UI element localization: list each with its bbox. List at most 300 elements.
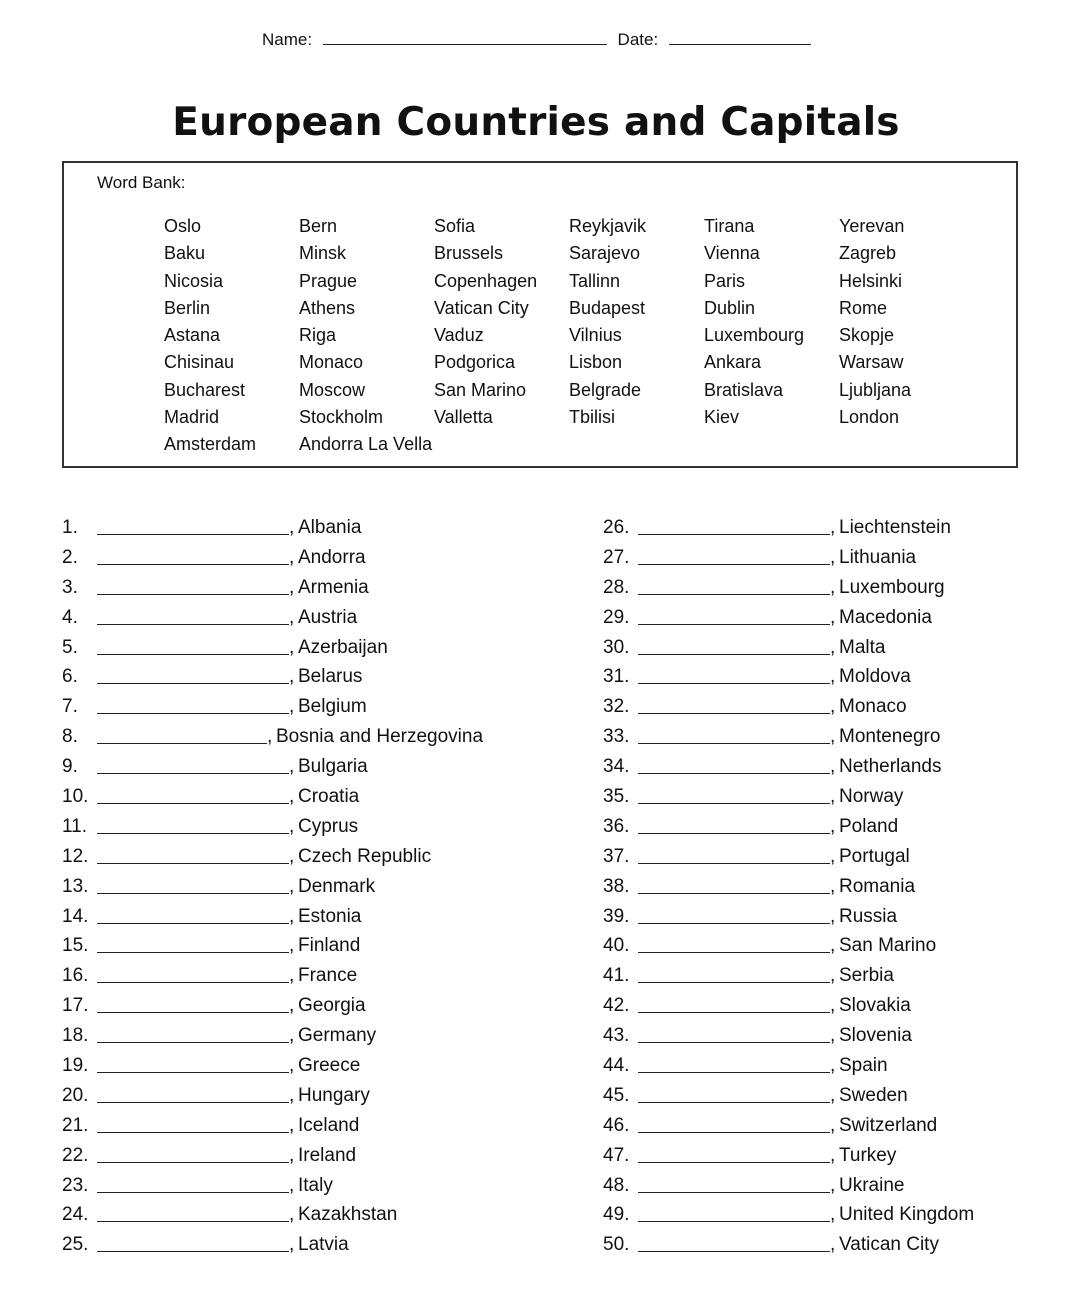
answer-blank[interactable] (97, 923, 289, 924)
word-bank-word: Berlin (164, 297, 211, 318)
word-bank-word: Tirana (704, 216, 755, 236)
word-bank-word: San Marino (434, 379, 527, 400)
answer-blank[interactable] (638, 833, 830, 834)
answer-blank[interactable] (638, 534, 830, 535)
word-bank-word: Bern (299, 216, 338, 236)
comma-separator: , (830, 606, 836, 628)
comma-separator: , (830, 965, 836, 987)
word-bank-word: Luxembourg (704, 325, 805, 346)
country-name: Poland (839, 815, 899, 837)
comma-separator: , (289, 1234, 295, 1256)
word-bank-word: Copenhagen (434, 270, 538, 291)
word-bank-word: Nicosia (164, 270, 224, 291)
word-bank-column (569, 213, 709, 431)
word-bank-word: Minsk (299, 243, 347, 264)
word-bank-word: Yerevan (839, 216, 905, 236)
answer-blank[interactable] (638, 594, 830, 595)
answer-blank[interactable] (638, 624, 830, 625)
answer-blank[interactable] (97, 893, 289, 894)
country-name: Azerbaijan (298, 636, 388, 658)
question-number: 22. (62, 1144, 89, 1166)
question-row (62, 633, 532, 663)
question-number: 37. (603, 845, 630, 867)
question-row (62, 1230, 532, 1260)
question-row (603, 961, 1023, 991)
country-name: Macedonia (839, 606, 932, 628)
question-number: 19. (62, 1055, 89, 1077)
word-bank-column (434, 213, 574, 431)
word-bank-word: Sofia (434, 216, 476, 236)
question-number: 30. (603, 636, 630, 658)
question-row (62, 1200, 532, 1230)
country-name: Romania (839, 875, 916, 897)
question-row (603, 1051, 1023, 1081)
question-number: 33. (603, 726, 630, 748)
word-bank-word: Sarajevo (569, 243, 641, 264)
country-name: Slovenia (839, 1025, 912, 1047)
comma-separator: , (830, 1084, 836, 1106)
country-name: Andorra (298, 546, 366, 568)
word-bank-word: Baku (164, 243, 206, 264)
comma-separator: , (830, 1174, 836, 1196)
comma-separator: , (830, 1234, 836, 1256)
word-bank-word: Paris (704, 270, 746, 291)
comma-separator: , (289, 905, 295, 927)
answer-blank[interactable] (638, 1221, 830, 1222)
word-bank-word: Skopje (839, 325, 895, 346)
question-row (62, 573, 532, 603)
answer-blank[interactable] (638, 952, 830, 953)
comma-separator: , (830, 1144, 836, 1166)
country-name: Turkey (839, 1144, 897, 1166)
question-row (603, 902, 1023, 932)
word-bank-word: Vilnius (569, 325, 622, 346)
question-number: 11. (62, 815, 88, 837)
question-row (603, 603, 1023, 633)
answer-blank[interactable] (97, 982, 289, 983)
comma-separator: , (289, 1055, 295, 1077)
question-row (62, 1141, 532, 1171)
question-row (62, 1171, 532, 1201)
question-row (62, 1081, 532, 1111)
country-name: Belarus (298, 666, 363, 688)
word-bank-word: Chisinau (164, 352, 235, 373)
question-row (603, 782, 1023, 812)
country-name: Bulgaria (298, 756, 368, 778)
word-bank-word: Valletta (434, 407, 493, 428)
answer-blank[interactable] (638, 1012, 830, 1013)
question-number: 47. (603, 1144, 630, 1166)
question-number: 14. (62, 905, 89, 927)
comma-separator: , (289, 815, 295, 837)
word-bank-column (164, 213, 304, 459)
comma-separator: , (289, 875, 295, 897)
word-bank-word: Madrid (164, 407, 220, 428)
comma-separator: , (289, 636, 295, 658)
word-bank-word: Ljubljana (839, 379, 912, 400)
question-number: 32. (603, 696, 630, 718)
question-row (62, 961, 532, 991)
word-bank-word: Reykjavik (569, 216, 647, 236)
question-number: 38. (603, 875, 630, 897)
word-bank-word: Monaco (299, 352, 364, 373)
answer-blank[interactable] (97, 1102, 289, 1103)
comma-separator: , (289, 965, 295, 987)
comma-separator: , (830, 935, 836, 957)
word-bank-word: Bucharest (164, 379, 246, 400)
comma-separator: , (289, 576, 295, 598)
word-bank-word: Astana (164, 325, 221, 346)
answer-blank[interactable] (97, 654, 289, 655)
country-name: Sweden (839, 1084, 908, 1106)
word-bank-column (299, 213, 439, 459)
question-row (62, 1111, 532, 1141)
word-bank-word: Zagreb (839, 243, 897, 264)
question-number: 20. (62, 1084, 89, 1106)
answer-blank[interactable] (97, 534, 289, 535)
country-name: Norway (839, 786, 904, 808)
answer-blank[interactable] (97, 1192, 289, 1193)
answer-blank[interactable] (97, 743, 267, 744)
comma-separator: , (830, 696, 836, 718)
country-name: Estonia (298, 905, 362, 927)
answer-blank[interactable] (638, 1042, 830, 1043)
word-bank-word: Athens (299, 297, 356, 318)
answer-blank[interactable] (97, 594, 289, 595)
question-number: 49. (603, 1204, 630, 1226)
answer-blank[interactable] (97, 624, 289, 625)
answer-blank[interactable] (97, 683, 289, 684)
question-number: 43. (603, 1025, 630, 1047)
word-bank-word: Stockholm (299, 407, 384, 428)
comma-separator: , (830, 786, 836, 808)
comma-separator: , (289, 517, 295, 538)
question-row (603, 1081, 1023, 1111)
word-bank-word: London (839, 407, 900, 428)
country-name: San Marino (839, 935, 937, 957)
question-row (603, 812, 1023, 842)
answer-blank[interactable] (638, 982, 830, 983)
word-bank-word: Tallinn (569, 270, 621, 291)
country-name: Belgium (298, 696, 367, 718)
answer-blank[interactable] (638, 683, 830, 684)
answer-blank[interactable] (97, 773, 289, 774)
country-name: Croatia (298, 786, 360, 808)
comma-separator: , (289, 1025, 295, 1047)
comma-separator: , (830, 666, 836, 688)
word-bank-label: Word Bank: (97, 173, 186, 192)
question-number: 18. (62, 1025, 89, 1047)
word-bank-word: Lisbon (569, 352, 623, 373)
word-bank-word: Tbilisi (569, 407, 616, 428)
answer-blank[interactable] (97, 1162, 289, 1163)
date-field[interactable] (669, 30, 811, 45)
answer-blank[interactable] (638, 773, 830, 774)
question-row (62, 543, 532, 573)
question-number: 12. (62, 845, 89, 867)
word-bank-word: Rome (839, 297, 888, 318)
word-bank-word: Helsinki (839, 270, 903, 291)
answer-blank[interactable] (97, 1221, 289, 1222)
question-row (603, 722, 1023, 752)
comma-separator: , (289, 756, 295, 778)
answer-blank[interactable] (638, 1132, 830, 1133)
question-number: 1. (62, 517, 78, 538)
word-bank-word: Belgrade (569, 379, 642, 400)
comma-separator: , (289, 1084, 295, 1106)
word-bank-word: Amsterdam (164, 434, 257, 455)
question-number: 4. (62, 606, 78, 628)
word-bank-word: Vienna (704, 243, 760, 264)
answer-blank[interactable] (97, 1132, 289, 1133)
question-number: 48. (603, 1174, 630, 1196)
comma-separator: , (289, 666, 295, 688)
question-number: 45. (603, 1084, 630, 1106)
question-number: 6. (62, 666, 78, 688)
answer-blank[interactable] (638, 863, 830, 864)
name-date-header (262, 30, 811, 50)
question-number: 34. (603, 756, 630, 778)
question-row (603, 662, 1023, 692)
answer-blank[interactable] (638, 1192, 830, 1193)
country-name: Luxembourg (839, 576, 945, 598)
country-name: Netherlands (839, 756, 942, 778)
question-number: 26. (603, 517, 630, 538)
country-name: Greece (298, 1055, 361, 1077)
question-row (62, 931, 532, 961)
country-name: Malta (839, 636, 886, 658)
word-bank-word: Kiev (704, 407, 740, 428)
comma-separator: , (830, 815, 836, 837)
question-row (62, 782, 532, 812)
answer-blank[interactable] (638, 743, 830, 744)
date-label: Date: (617, 30, 659, 49)
country-name: Serbia (839, 965, 894, 987)
comma-separator: , (289, 546, 295, 568)
question-row (603, 1141, 1023, 1171)
comma-separator: , (830, 1204, 836, 1226)
question-number: 16. (62, 965, 89, 987)
comma-separator: , (289, 1174, 295, 1196)
comma-separator: , (830, 905, 836, 927)
answer-blank[interactable] (638, 713, 830, 714)
question-row (62, 1051, 532, 1081)
question-number: 21. (62, 1114, 89, 1136)
word-bank-word: Warsaw (839, 352, 904, 373)
question-number: 39. (603, 905, 630, 927)
comma-separator: , (289, 786, 295, 808)
question-number: 42. (603, 995, 630, 1017)
question-row (62, 692, 532, 722)
answer-blank[interactable] (97, 713, 289, 714)
question-number: 24. (62, 1204, 89, 1226)
page-title: European Countries and Capitals (172, 100, 900, 145)
question-row (62, 902, 532, 932)
comma-separator: , (289, 1114, 295, 1136)
question-row (603, 573, 1023, 603)
question-row (62, 722, 532, 752)
comma-separator: , (830, 1114, 836, 1136)
question-number: 41. (603, 965, 630, 987)
question-row (603, 1111, 1023, 1141)
comma-separator: , (267, 726, 273, 748)
question-row (62, 991, 532, 1021)
comma-separator: , (830, 546, 836, 568)
question-number: 23. (62, 1174, 89, 1196)
question-row (62, 752, 532, 782)
question-row (603, 633, 1023, 663)
country-name: Lithuania (839, 546, 917, 568)
comma-separator: , (289, 1144, 295, 1166)
question-number: 17. (62, 995, 89, 1017)
country-name: Kazakhstan (298, 1204, 398, 1226)
answer-blank[interactable] (638, 1162, 830, 1163)
question-row (603, 1171, 1023, 1201)
answer-blank[interactable] (638, 1102, 830, 1103)
question-row (603, 1021, 1023, 1051)
country-name: Moldova (839, 666, 911, 688)
word-bank-word: Podgorica (434, 352, 516, 373)
question-number: 46. (603, 1114, 630, 1136)
comma-separator: , (830, 756, 836, 778)
answer-blank[interactable] (638, 1251, 830, 1252)
answer-blank[interactable] (97, 833, 289, 834)
country-name: Monaco (839, 696, 907, 718)
answer-blank[interactable] (97, 1012, 289, 1013)
country-name: Austria (298, 606, 358, 628)
word-bank-word: Vatican City (434, 297, 529, 318)
question-number: 5. (62, 636, 78, 658)
question-number: 35. (603, 786, 630, 808)
country-name: Slovakia (839, 995, 911, 1017)
word-bank (62, 161, 1018, 468)
answer-blank[interactable] (638, 1072, 830, 1073)
comma-separator: , (830, 995, 836, 1017)
comma-separator: , (830, 1055, 836, 1077)
word-bank-word: Riga (299, 325, 337, 346)
question-number: 44. (603, 1055, 630, 1077)
answer-blank[interactable] (97, 803, 289, 804)
question-row (62, 662, 532, 692)
question-row (62, 603, 532, 633)
word-bank-column (704, 213, 844, 431)
country-name: Armenia (298, 576, 369, 598)
comma-separator: , (289, 935, 295, 957)
question-row (62, 872, 532, 902)
answer-blank[interactable] (638, 654, 830, 655)
country-name: France (298, 965, 358, 987)
comma-separator: , (830, 1025, 836, 1047)
comma-separator: , (289, 696, 295, 718)
question-number: 31. (603, 666, 630, 688)
question-row (62, 812, 532, 842)
country-name: Russia (839, 905, 898, 927)
answer-blank[interactable] (97, 564, 289, 565)
question-number: 3. (62, 576, 78, 598)
word-bank-word: Moscow (299, 379, 366, 400)
country-name: Portugal (839, 845, 910, 867)
answer-blank[interactable] (638, 803, 830, 804)
country-name: Ukraine (839, 1174, 905, 1196)
name-field[interactable] (323, 30, 607, 45)
word-bank-word: Prague (299, 270, 358, 291)
country-name: Vatican City (839, 1234, 939, 1256)
question-column-left (62, 513, 532, 1260)
answer-blank[interactable] (97, 1042, 289, 1043)
name-label: Name: (262, 30, 313, 49)
question-row (603, 991, 1023, 1021)
question-row (62, 842, 532, 872)
question-number: 10. (62, 786, 89, 808)
question-row (603, 842, 1023, 872)
answer-blank[interactable] (97, 1251, 289, 1252)
question-number: 40. (603, 935, 630, 957)
question-number: 29. (603, 606, 630, 628)
country-name: Albania (298, 517, 362, 538)
country-name: Cyprus (298, 815, 359, 837)
answer-blank[interactable] (97, 863, 289, 864)
answer-blank[interactable] (97, 1072, 289, 1073)
question-number: 27. (603, 546, 630, 568)
question-number: 7. (62, 696, 78, 718)
comma-separator: , (830, 875, 836, 897)
country-name: Latvia (298, 1234, 349, 1256)
country-name: Liechtenstein (839, 517, 951, 538)
comma-separator: , (830, 576, 836, 598)
country-name: Spain (839, 1055, 888, 1077)
country-name: Italy (298, 1174, 333, 1196)
country-name: United Kingdom (839, 1204, 975, 1226)
comma-separator: , (289, 606, 295, 628)
country-name: Germany (298, 1025, 377, 1047)
question-row (603, 513, 1023, 543)
question-number: 9. (62, 756, 78, 778)
question-row (603, 692, 1023, 722)
question-row (62, 1021, 532, 1051)
word-bank-word: Vaduz (434, 325, 484, 346)
answer-blank[interactable] (638, 923, 830, 924)
word-bank-word: Dublin (704, 297, 756, 318)
word-bank-word: Bratislava (704, 379, 784, 400)
country-name: Georgia (298, 995, 366, 1017)
comma-separator: , (830, 517, 836, 538)
country-name: Ireland (298, 1144, 357, 1166)
question-row (603, 1230, 1023, 1260)
word-bank-word: Budapest (569, 297, 646, 318)
word-bank-word: Andorra La Vella (299, 434, 433, 455)
word-bank-word: Ankara (704, 352, 762, 373)
country-name: Czech Republic (298, 845, 432, 867)
country-name: Denmark (298, 875, 376, 897)
question-row (603, 752, 1023, 782)
comma-separator: , (289, 1204, 295, 1226)
comma-separator: , (289, 845, 295, 867)
question-number: 8. (62, 726, 78, 748)
question-number: 13. (62, 875, 89, 897)
question-number: 2. (62, 546, 78, 568)
question-number: 50. (603, 1234, 630, 1256)
answer-blank[interactable] (638, 893, 830, 894)
question-number: 28. (603, 576, 630, 598)
country-name: Montenegro (839, 726, 941, 748)
answer-blank[interactable] (638, 564, 830, 565)
question-number: 25. (62, 1234, 89, 1256)
country-name: Bosnia and Herzegovina (276, 726, 484, 748)
country-name: Iceland (298, 1114, 360, 1136)
question-column-right (603, 513, 1023, 1260)
answer-blank[interactable] (97, 952, 289, 953)
word-bank-word: Oslo (164, 216, 202, 236)
